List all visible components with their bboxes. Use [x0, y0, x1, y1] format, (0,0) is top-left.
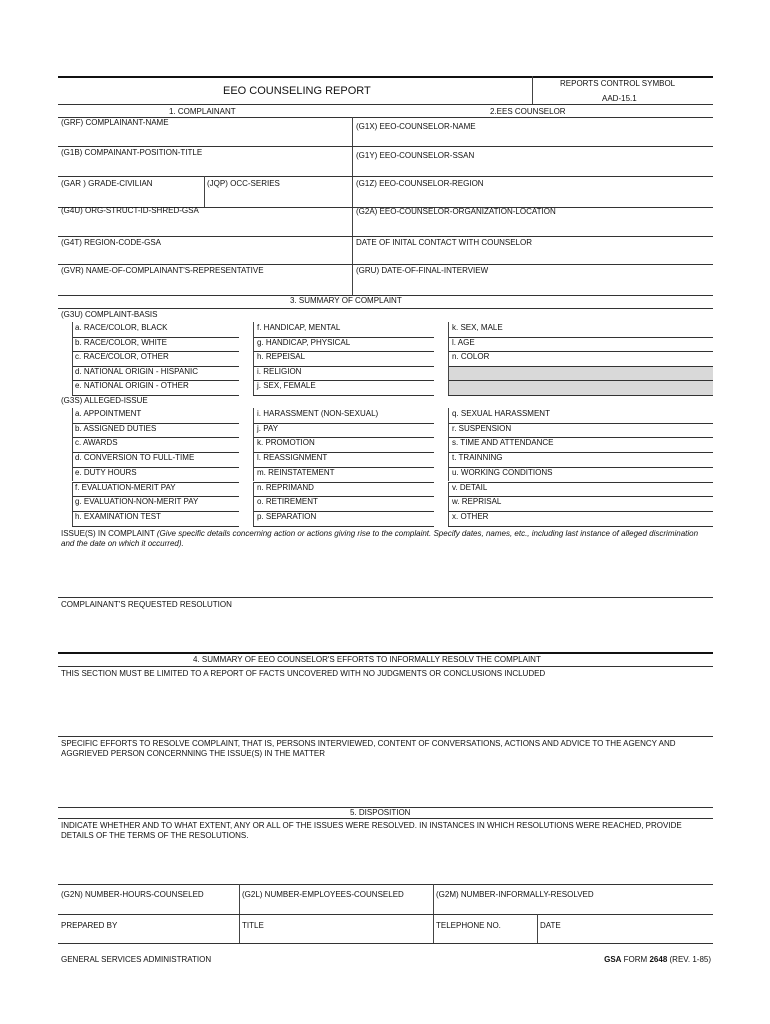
grade-civilian-field[interactable]: (GAR ) GRADE-CIVILIAN: [61, 179, 153, 188]
divider: [58, 146, 352, 147]
divider: [204, 176, 205, 207]
checkbox[interactable]: [58, 366, 75, 379]
option-label: g. EVALUATION-NON-MERIT PAY: [75, 497, 199, 507]
option-label: s. TIME AND ATTENDANCE: [452, 438, 554, 448]
checkbox[interactable]: [239, 452, 256, 465]
counselor-location-field[interactable]: (G2A) EEO-COUNSELOR-ORGANIZATION-LOCATION: [356, 207, 556, 216]
checkbox[interactable]: [58, 408, 75, 421]
checkbox[interactable]: [58, 452, 75, 465]
checkbox[interactable]: [58, 467, 75, 480]
option-label: i. RELIGION: [257, 366, 302, 376]
telephone-field[interactable]: TELEPHONE NO.: [436, 921, 501, 930]
option-label: k. PROMOTION: [257, 438, 315, 448]
checkbox[interactable]: [58, 322, 75, 335]
agency-name: GENERAL SERVICES ADMINISTRATION: [61, 955, 212, 964]
checkbox[interactable]: [434, 467, 451, 480]
eeo-counseling-form: [58, 76, 713, 976]
header-divider: [532, 76, 533, 104]
checkbox[interactable]: [434, 351, 451, 364]
checkbox[interactable]: [434, 437, 451, 450]
option-label: m. REINSTATEMENT: [257, 467, 335, 477]
divider: [253, 526, 434, 527]
option-label: e. DUTY HOURS: [75, 467, 137, 477]
region-code-field[interactable]: (G4T) REGION-CODE-GSA: [61, 238, 162, 247]
option-label: c. AWARDS: [75, 438, 118, 448]
divider: [58, 818, 713, 819]
disposition-field[interactable]: INDICATE WHETHER AND TO WHAT EXTENT, ANY OR ALL OF THE ISSUES WERE RESOLVED. IN INSTANCES IN WHICH RESOLUTIONS WERE REACHED, PROVIDE DETAILS OF THE TERMS OF THE RESOLUTIONS.: [61, 821, 682, 840]
form-revision: (REV. 1-85): [669, 955, 711, 964]
checkbox[interactable]: [239, 437, 256, 450]
column-divider: [352, 117, 353, 295]
divider: [58, 176, 352, 177]
option-label: j. PAY: [257, 423, 279, 433]
section4-title: 4. SUMMARY OF EEO COUNSELOR'S EFFORTS TO INFORMALLY RESOLV THE COMPLAINT: [193, 655, 541, 664]
divider: [58, 264, 352, 265]
option-label: l. AGE: [452, 337, 475, 347]
title-field[interactable]: TITLE: [242, 921, 264, 930]
option-label: a. APPOINTMENT: [75, 409, 142, 418]
checkbox[interactable]: [58, 423, 75, 436]
form-prefix: GSA: [604, 955, 622, 964]
section4-note[interactable]: THIS SECTION MUST BE LIMITED TO A REPORT OF FACTS UNCOVERED WITH NO JUDGMENTS OR CONCLUSIONS INCLUDED: [61, 669, 546, 678]
checkbox[interactable]: [58, 337, 75, 350]
option-label: g. HANDICAP, PHYSICAL: [257, 337, 351, 347]
divider: [253, 423, 434, 424]
divider: [448, 482, 713, 483]
section3-title: 3. SUMMARY OF COMPLAINT: [290, 296, 402, 305]
option-label: p. SEPARATION: [257, 511, 317, 521]
checkbox[interactable]: [434, 408, 451, 421]
divider: [58, 914, 713, 915]
informally-resolved-field[interactable]: (G2M) NUMBER-INFORMALLY-RESOLVED: [436, 890, 594, 899]
form-number: [604, 955, 711, 965]
form-word: FORM: [623, 955, 648, 964]
option-label: j. SEX, FEMALE: [257, 381, 316, 391]
prepared-by-field[interactable]: PREPARED BY: [61, 921, 118, 930]
checkbox[interactable]: [239, 482, 256, 495]
section2-title: 2.EES COUNSELOR: [490, 107, 566, 116]
divider: [72, 526, 239, 527]
divider: [448, 395, 713, 396]
section1-title: 1. COMPLAINANT: [169, 107, 236, 116]
option-label: h. REPEISAL: [257, 352, 306, 362]
control-symbol-value: AAD-15.1: [602, 94, 637, 103]
option-label: l. REASSIGNMENT: [257, 453, 328, 463]
checkbox[interactable]: [239, 467, 256, 480]
final-interview-date-field[interactable]: (GRU) DATE-OF-FINAL-INTERVIEW: [356, 266, 489, 275]
divider: [58, 736, 713, 737]
representative-field[interactable]: (GVR) NAME-OF-COMPLAINANT'S-REPRESENTATIVE: [61, 266, 264, 275]
option-label: c. RACE/COLOR, OTHER: [75, 352, 169, 362]
checkbox[interactable]: [434, 496, 451, 509]
option-label: x. OTHER: [452, 511, 489, 521]
occ-series-field[interactable]: (JQP) OCC-SERIES: [207, 179, 280, 188]
hours-counseled-field[interactable]: (G2N) NUMBER-HOURS-COUNSELED: [61, 890, 204, 899]
option-label: f. EVALUATION-MERIT PAY: [75, 482, 176, 492]
checkbox[interactable]: [434, 337, 451, 350]
divider: [537, 914, 538, 943]
checkbox[interactable]: [58, 380, 75, 393]
option-label: w. REPRISAL: [452, 497, 502, 507]
checkbox[interactable]: [239, 337, 256, 350]
checkbox[interactable]: [434, 423, 451, 436]
specific-efforts-field[interactable]: SPECIFIC EFFORTS TO RESOLVE COMPLAINT, THAT IS, PERSONS INTERVIEWED, CONTENT OF CONVERSATIONS, ACTIONS AND ADVICE TO THE AGENCY AND AGGRIEVED PERSON CONCERNNING THE ISSUE(S) IN THE MATTER: [61, 739, 676, 758]
option-label: b. ASSIGNED DUTIES: [75, 423, 157, 433]
option-label: d. NATIONAL ORIGIN - HISPANIC: [75, 366, 198, 376]
checkbox[interactable]: [239, 366, 256, 379]
divider: [58, 104, 713, 105]
divider: [352, 236, 713, 237]
checkbox[interactable]: [239, 511, 256, 524]
option-label: d. CONVERSION TO FULL-TIME: [75, 453, 195, 463]
option-label: h. EXAMINATION TEST: [75, 511, 161, 521]
divider: [58, 884, 713, 885]
option-label: a. RACE/COLOR, BLACK: [75, 323, 168, 332]
issues-in-complaint[interactable]: [61, 529, 711, 549]
complaint-basis-label: (G3U) COMPLAINT-BASIS: [61, 310, 158, 319]
control-symbol-label: REPORTS CONTROL SYMBOL: [560, 79, 676, 88]
option-label: e. NATIONAL ORIGIN - OTHER: [75, 381, 189, 391]
checkbox[interactable]: [58, 437, 75, 450]
counselor-name-field[interactable]: (G1X) EEO-COUNSELOR-NAME: [356, 122, 476, 131]
checkbox[interactable]: [58, 482, 75, 495]
org-struct-field[interactable]: (G4U) ORG-STRUCT-ID-SHRED-GSA: [61, 206, 199, 215]
shaded-cell: [449, 381, 713, 395]
checkbox[interactable]: [58, 496, 75, 509]
divider: [58, 597, 713, 598]
employees-counseled-field[interactable]: (G2L) NUMBER-EMPLOYEES-COUNSELED: [242, 890, 404, 899]
divider: [448, 526, 713, 527]
date-field[interactable]: DATE: [540, 921, 561, 930]
divider: [58, 943, 713, 944]
option-label: b. RACE/COLOR, WHITE: [75, 337, 168, 347]
option-label: f. HANDICAP, MENTAL: [257, 323, 341, 332]
option-label: q. SEXUAL HARASSMENT: [452, 409, 550, 418]
counselor-ssan-field[interactable]: (G1Y) EEO-COUNSELOR-SSAN: [356, 151, 475, 160]
option-label: o. RETIREMENT: [257, 497, 318, 507]
divider: [58, 666, 713, 667]
checkbox[interactable]: [239, 351, 256, 364]
initial-contact-date-field[interactable]: DATE OF INITAL CONTACT WITH COUNSELOR: [356, 238, 533, 247]
option-label: n. COLOR: [452, 352, 490, 362]
option-label: r. SUSPENSION: [452, 423, 512, 433]
top-border: [58, 76, 713, 78]
complainant-name-field[interactable]: (GRF) COMPLAINANT-NAME: [61, 118, 169, 127]
checkbox[interactable]: [434, 482, 451, 495]
form-title: EEO COUNSELING REPORT: [223, 85, 371, 97]
alleged-issue-label: (G3S) ALLEGED-ISSUE: [61, 396, 148, 405]
divider: [352, 264, 713, 265]
option-label: u. WORKING CONDITIONS: [452, 467, 553, 477]
checkbox[interactable]: [58, 511, 75, 524]
requested-resolution-field[interactable]: COMPLAINANT'S REQUESTED RESOLUTION: [61, 600, 232, 609]
divider: [352, 176, 713, 177]
checkbox[interactable]: [239, 380, 256, 393]
checkbox[interactable]: [239, 496, 256, 509]
checkbox[interactable]: [434, 511, 451, 524]
divider: [58, 236, 352, 237]
divider: [448, 337, 713, 338]
option-label: t. TRAINNING: [452, 453, 503, 463]
divider: [58, 308, 713, 309]
option-label: v. DETAIL: [452, 482, 488, 492]
option-label: n. REPRIMAND: [257, 482, 314, 492]
option-label: k. SEX, MALE: [452, 323, 503, 332]
checkbox[interactable]: [239, 322, 256, 335]
section5-title: 5. DISPOSITION: [350, 808, 411, 817]
form-number-value: 2648: [649, 955, 668, 964]
issues-in-complaint-hint: (Give specific details concerning action or actions giving rise to the complaint. Specify dates, names, etc., including last instance of alleged discrimination and the date on which it occurred).: [61, 529, 699, 548]
checkbox[interactable]: [58, 351, 75, 364]
counselor-region-field[interactable]: (G1Z) EEO-COUNSELOR-REGION: [356, 179, 484, 188]
checkbox[interactable]: [239, 423, 256, 436]
divider: [58, 652, 713, 654]
complainant-position-field[interactable]: (G1B) COMPAINANT-POSITION-TITLE: [61, 148, 203, 157]
shaded-cell: [449, 367, 713, 381]
checkbox[interactable]: [434, 322, 451, 335]
divider: [253, 395, 434, 396]
checkbox[interactable]: [239, 408, 256, 421]
issues-in-complaint-label: ISSUE(S) IN COMPLAINT: [61, 529, 155, 538]
option-label: i. HARASSMENT (NON-SEXUAL): [257, 409, 379, 418]
checkbox[interactable]: [434, 452, 451, 465]
divider: [352, 146, 713, 147]
